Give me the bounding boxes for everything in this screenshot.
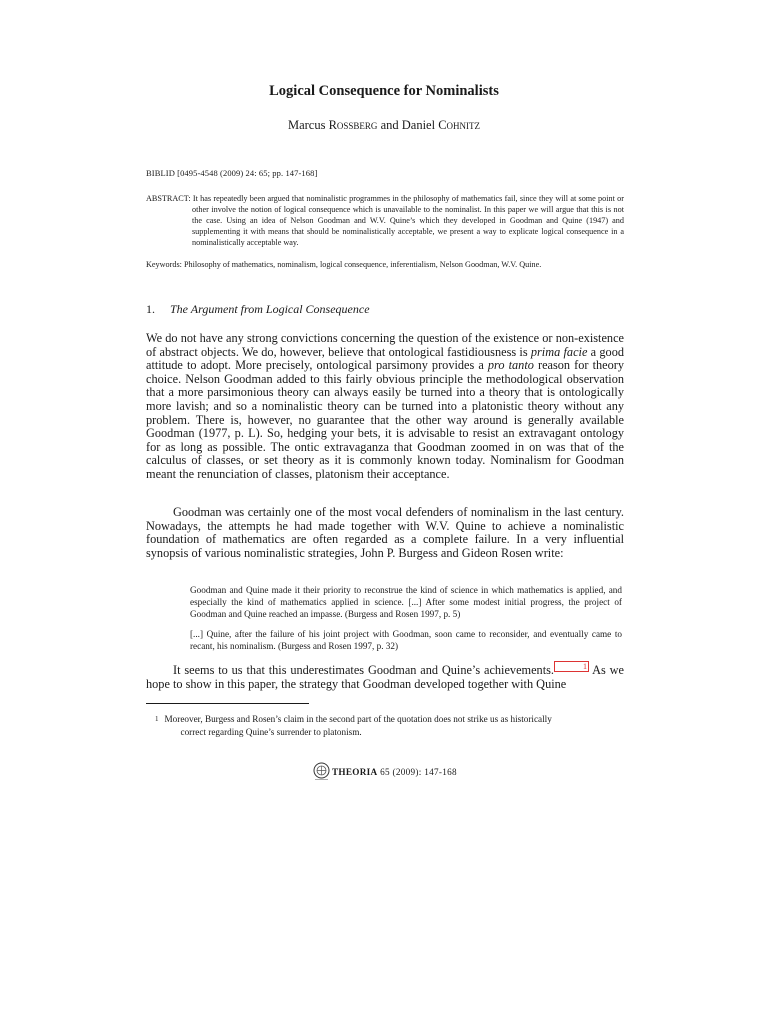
section-heading — [146, 302, 370, 317]
paragraph-3-text-b: As we hope to show in this paper, the strategy that Goodman developed together with Quine — [146, 663, 625, 691]
journal-footer — [312, 762, 457, 781]
block-quote-1: Goodman and Quine made it their priority to reconstrue the kind of science in which mathematics is applied, and especially the kind of mathematics applied in science. [...] After some modest initial progress, the project of Goodman and Quine reached an impasse. (Burgess and Rosen 1997, p. 5) — [190, 585, 622, 620]
paragraph-2-text: Goodman was certainly one of the most vocal defenders of nominalism in the last century. Nowadays, the attempts he had made together with W.V. Quine to achieve a nominalistic foundation of mathematics are often regarded as a complete failure. In a very influential synopsis of various nominalistic strategies, John P. Burgess and Gideon Rosen write: — [146, 505, 624, 560]
theoria-logo-icon — [312, 762, 331, 781]
section-number: 1. — [146, 302, 155, 316]
paragraph-1-text-a: We do not have any strong convictions concerning the question of the existence or non-existence of abstract objects. We do, however, believe that ontological fastidiousness is — [146, 331, 624, 359]
keywords-label: Keywords: — [146, 260, 184, 269]
author-conjunction: and — [377, 118, 402, 132]
footnote-reference-link[interactable]: 1 — [554, 661, 589, 672]
paragraph-1-text-b: a good attitude to adopt. More precisely, ontological parsimony provides a — [146, 344, 624, 373]
footnote-line-2: correct regarding Quine’s surrender to platonism. — [180, 727, 362, 737]
abstract-label: ABSTRACT: — [146, 194, 193, 203]
paragraph-1 — [146, 332, 624, 482]
footnote-mark: 1 — [155, 715, 159, 723]
paper-title: Logical Consequence for Nominalists — [269, 83, 499, 99]
abstract — [146, 194, 624, 249]
author-1-family: Rossberg — [328, 118, 378, 132]
paragraph-3 — [146, 661, 624, 691]
journal-name: THEORIA — [332, 766, 378, 777]
abstract-text: It has repeatedly been argued that nominalistic programmes in the philosophy of mathematics fail, since they will at some point or other involve the notion of logical consequence which is unavailable to the nominalist. In this paper we will argue that this is not the case. Using an idea of Nelson Goodman and W.V. Quine’s which they developed in Goodman and Quine (1947) and supplementing it with means that should be nominalistically acceptable, we present a way to explicate logical consequence in a nominalistically acceptable way. — [192, 194, 624, 247]
footnote-1 — [155, 713, 625, 739]
author-2-family: Cohnitz — [438, 118, 481, 132]
emphasis-prima-facie: prima facie — [530, 344, 588, 359]
section-title: The Argument from Logical Consequence — [170, 302, 370, 316]
emphasis-pro-tanto: pro tanto — [487, 358, 534, 373]
paragraph-3-text-a: It seems to us that this underestimates Goodman and Quine’s achievements. — [173, 663, 554, 678]
keywords — [146, 259, 626, 270]
journal-citation: 65 (2009): 147-168 — [377, 766, 457, 777]
biblid-line: BIBLID [0495-4548 (2009) 24: 65; pp. 147-168] — [146, 168, 318, 178]
author-2-given: Daniel — [401, 118, 439, 132]
keywords-text: Philosophy of mathematics, nominalism, logical consequence, inferentialism, Nelson Goodman, W.V. Quine. — [183, 260, 542, 269]
author-1-given: Marcus — [287, 118, 329, 132]
author-line — [0, 118, 768, 133]
paragraph-2 — [146, 506, 624, 560]
footnote-divider — [146, 703, 309, 704]
block-quote-2: [...] Quine, after the failure of his joint project with Goodman, soon came to reconsider, and eventually came to recant, his nominalism. (Burgess and Rosen 1997, p. 32) — [190, 629, 622, 652]
footnote-line-1: Moreover, Burgess and Rosen’s claim in the second part of the quotation does not strike us as historically — [164, 714, 552, 724]
paragraph-1-text-c: reason for theory choice. Nelson Goodman added to this fairly obvious principle the methodological observation that a more parsimonious theory can always easily be turned into a theory that is ontologically more lavish; and so a nominalistic theory can be turned into a platonistic theory without any problem. There is, however, no guarantee that the other way around is generally available Goodman (1977, p. L). So, hedging your bets, it is advisable to resist an extravagant ontology for as long as possible. The ontic extravaganza that Goodman zoomed in on was that of the calculus of classes, or set theory as it is commonly known today. Nominalism for Goodman meant the renunciation of classes, platonism their acceptance. — [146, 358, 624, 481]
